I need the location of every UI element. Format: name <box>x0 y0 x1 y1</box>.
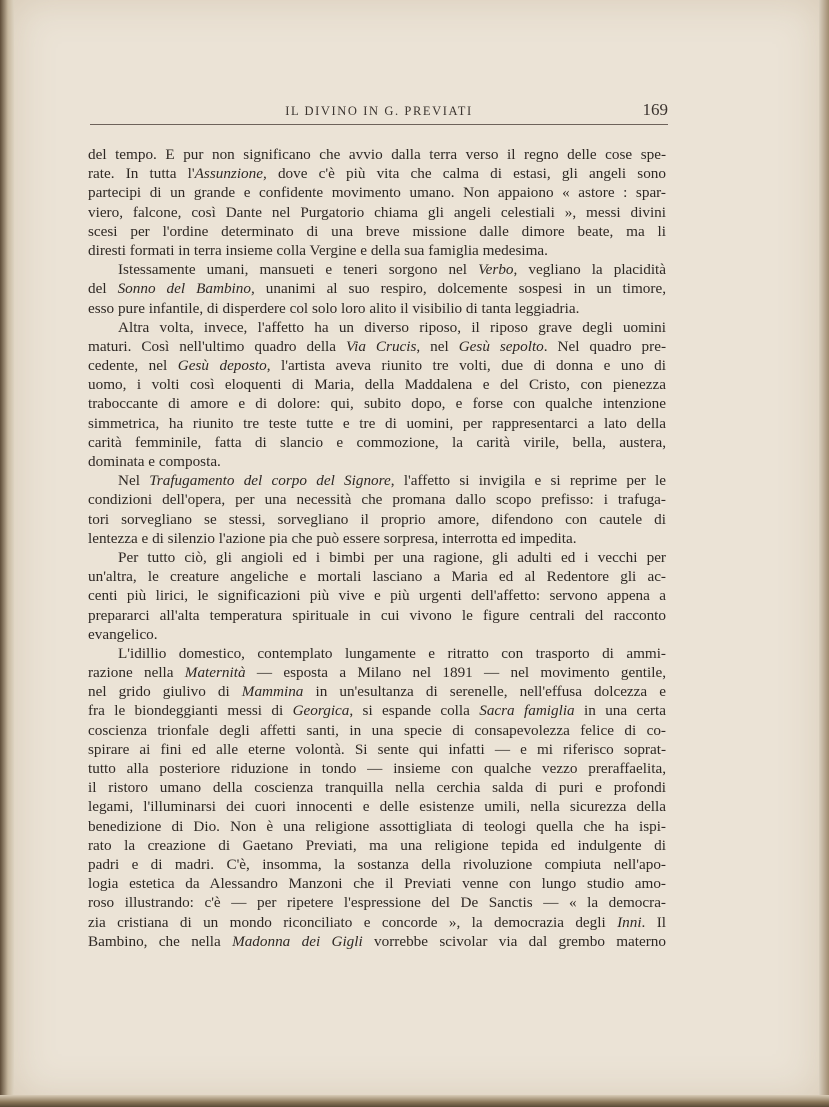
text-line: padri e di madri. C'è, insomma, la sostanza della rivoluzione compiuta nell'apo- <box>88 855 666 873</box>
page-header <box>90 100 668 125</box>
text-line: esso pure infantile, di disperdere col solo loro alito il visibilio di tanta leggiadria. <box>88 299 580 317</box>
text-line: del Sonno del Bambino, unanimi al suo respiro, dolcemente sospesi in un timore, <box>88 280 666 298</box>
text-line: logia estetica da Alessandro Manzoni che il Previati venne con lungo studio amo- <box>88 875 666 893</box>
text-line: razione nella Maternità — esposta a Milano nel 1891 — nel movimento gentile, <box>88 664 666 682</box>
text-line: lentezza e di silenzio l'azione pia che può essere sorpresa, interrotta ed impedita. <box>88 529 577 547</box>
text-line: centi più lirici, le significazioni più vive e più urgenti dell'affetto: servono appena a <box>88 587 666 605</box>
text-line: coscienza trionfale degli affetti santi, in una specie di consapevolezza felice di co- <box>88 721 666 739</box>
text-line: tutto alla posteriore riduzione in tondo — insieme con qualche vezzo preraffaelita, <box>88 760 666 777</box>
text-line: prepararci all'alta temperatura spirituale in cui vivono le figure centrali del racconto <box>88 606 666 624</box>
text-line: simmetrica, ha riunito tre teste tutte e tre di uomini, per rappresentarci a lato della <box>88 414 666 432</box>
text-line: partecipi di un grande e confidente movimento umano. Non appaiono « astore : spar- <box>88 184 666 202</box>
text-line: scesi per l'ordine determinato di una breve missione dalle dimore beate, ma li <box>88 222 666 240</box>
text-line: maturi. Così nell'ultimo quadro della Via Crucis, nel Gesù sepolto. Nel quadro pre- <box>88 337 667 355</box>
text-line: Nel Trafugamento del corpo del Signore, l'affetto si invigila e si reprime per le <box>118 472 666 490</box>
text-line: zia cristiana di un mondo riconciliato e concorde », la democrazia degli Inni. Il <box>88 913 666 931</box>
page-bottom-edge <box>0 1095 829 1107</box>
text-line: carità femminile, fatta di slancio e commozione, la carità virile, bella, austera, <box>88 433 666 451</box>
text-line: del tempo. E pur non significano che avvio dalla terra verso il regno delle cose spe- <box>88 146 666 163</box>
text-line: spirare ai fini ed alle eterne volontà. Si sente qui infatti — e mi riferisco soprat- <box>88 740 666 758</box>
text-line: Altra volta, invece, l'affetto ha un diverso riposo, il riposo grave degli uomini <box>118 318 666 336</box>
text-line: diresti formati in terra insieme colla Vergine e della sua famiglia medesima. <box>88 241 548 259</box>
text-line: legami, l'illuminarsi dei cuori innocenti e delle esistenze umili, nella sicurezza della <box>88 798 666 816</box>
text-line: evangelico. <box>88 625 158 643</box>
text-line: Bambino, che nella Madonna dei Gigli vorrebbe scivolar via dal grembo materno <box>88 932 666 950</box>
text-line: nel grido giulivo di Mammina in un'esultanza di serenelle, nell'effusa dolcezza e <box>88 683 666 701</box>
page-number: 169 <box>642 100 668 119</box>
text-line: tori sorvegliano se stessi, sorvegliano il proprio amore, difendono con cautele di <box>88 510 666 528</box>
text-line: rate. In tutta l'Assunzione, dove c'è più vita che calma di estasi, gli angeli sono <box>88 165 666 183</box>
running-head: IL DIVINO IN G. PREVIATI <box>285 104 473 118</box>
text-line: condizioni dell'opera, per una necessità che promana dallo scopo prefisso: i trafuga- <box>88 491 666 509</box>
text-line: un'altra, le creature angeliche e mortali lasciano a Maria ed al Redentore gli ac- <box>88 568 666 586</box>
text-line: benedizione di Dio. Non è una religione assottigliata di teologi quella che ha ispi- <box>88 817 666 835</box>
text-line: rato la creazione di Gaetano Previati, ma una religione tepida ed indulgente di <box>88 836 666 854</box>
text-line: fra le biondeggianti messi di Georgica, si espande colla Sacra famiglia in una certa <box>88 702 666 720</box>
text-line: viero, falcone, così Dante nel Purgatorio chiama gli angeli celestiali », messi divini <box>88 203 666 221</box>
text-line: uomo, i volti così eloquenti di Maria, della Maddalena e del Cristo, con pienezza <box>88 376 666 394</box>
text-line: traboccante di amore e di dolore: qui, subito dopo, e forse con qualche intenzione <box>88 395 666 413</box>
text-line: Per tutto ciò, gli angioli ed i bimbi per una ragione, gli adulti ed i vecchi per <box>118 548 666 566</box>
page-right-edge <box>819 0 829 1107</box>
text-line: cedente, nel Gesù deposto, l'artista aveva riunito tre volti, due di donna e uno di <box>88 357 666 375</box>
text-line: L'idillio domestico, contemplato lungamente e ritratto con trasporto di ammi- <box>118 644 666 662</box>
text-line: dominata e composta. <box>88 453 221 470</box>
text-line: roso illustrando: c'è — per ripetere l'espressione del De Sanctis — « la democra- <box>88 894 666 912</box>
text-line: Istessamente umani, mansueti e teneri sorgono nel Verbo, vegliano la placidità <box>118 261 667 279</box>
body-text <box>88 145 666 951</box>
text-line: il ristoro umano della coscienza tranquilla nella cerchia salda di puri e profondi <box>88 779 666 797</box>
